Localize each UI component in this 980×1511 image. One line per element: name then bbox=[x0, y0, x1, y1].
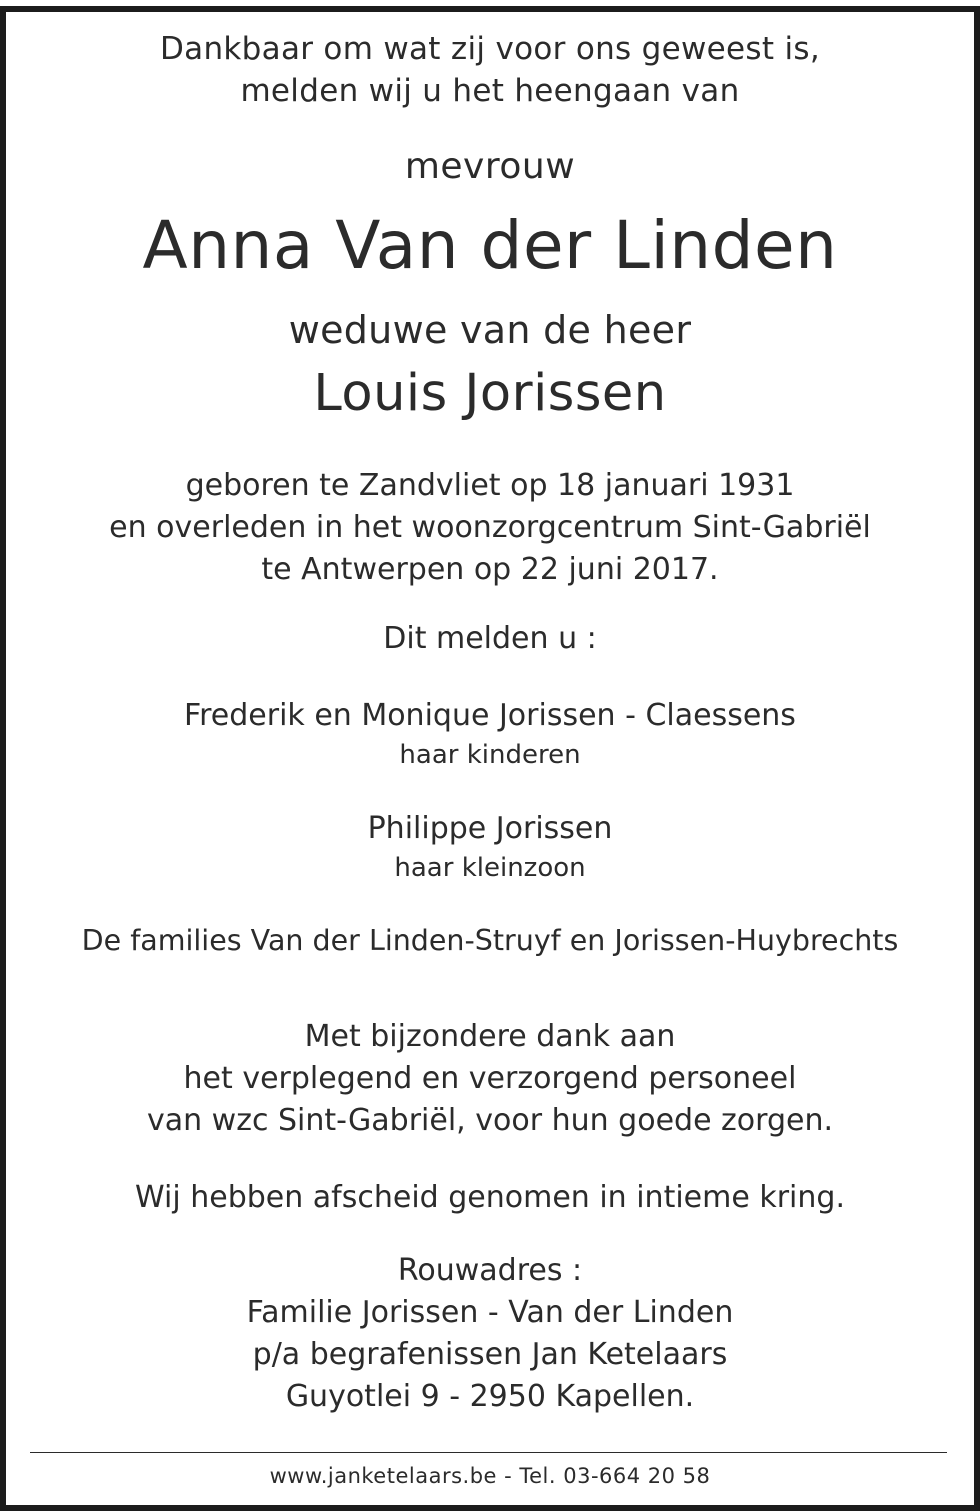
death-line-2: te Antwerpen op 22 juni 2017. bbox=[261, 552, 719, 587]
birth-line: geboren te Zandvliet op 18 januari 1931 bbox=[185, 468, 795, 503]
deceased-name: Anna Van der Linden bbox=[142, 207, 838, 284]
thanks-line-1: Met bijzondere dank aan bbox=[304, 1019, 676, 1054]
address-line-3: Guyotlei 9 - 2950 Kapellen. bbox=[285, 1379, 695, 1414]
footer-contact: www.janketelaars.be - Tel. 03-664 20 58 bbox=[269, 1464, 711, 1488]
honorific: mevrouw bbox=[404, 146, 576, 187]
husband-name: Louis Jorissen bbox=[313, 364, 667, 423]
mourner-relation: haar kleinzoon bbox=[394, 853, 586, 883]
address-line-2: p/a begrafenissen Jan Ketelaars bbox=[252, 1337, 728, 1372]
thanks-line-3: van wzc Sint-Gabriël, voor hun goede zorgen. bbox=[146, 1103, 834, 1138]
farewell-line: Wij hebben afscheid genomen in intieme kring. bbox=[135, 1180, 845, 1215]
intro-line-2: melden wij u het heengaan van bbox=[240, 73, 740, 109]
mourner-name: Frederik en Monique Jorissen - Claessens bbox=[184, 698, 796, 733]
death-line-1: en overleden in het woonzorgcentrum Sint-Gabriël bbox=[109, 510, 871, 545]
address-line-1: Familie Jorissen - Van der Linden bbox=[246, 1295, 734, 1330]
announcers-heading: Dit melden u : bbox=[383, 621, 597, 656]
families-line: De families Van der Linden-Struyf en Jorissen-Huybrechts bbox=[81, 924, 899, 957]
thanks-line-2: het verplegend en verzorgend personeel bbox=[183, 1061, 797, 1096]
mourner-relation: haar kinderen bbox=[399, 740, 581, 770]
mourner-name: Philippe Jorissen bbox=[367, 811, 613, 846]
footer-divider bbox=[30, 1452, 947, 1453]
address-heading: Rouwadres : bbox=[397, 1253, 583, 1288]
intro-line-1: Dankbaar om wat zij voor ons geweest is, bbox=[160, 31, 820, 67]
relation-line: weduwe van de heer bbox=[288, 308, 692, 352]
